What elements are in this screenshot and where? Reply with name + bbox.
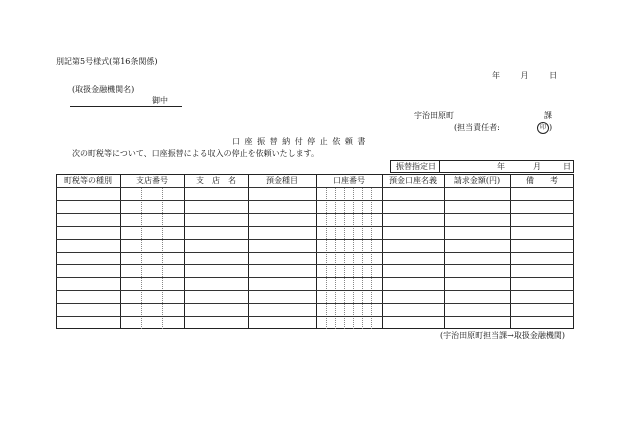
intro-text: 次の町税等について、口座振替による収入の停止を依頼いたします。	[72, 149, 320, 158]
sender-section: 課	[544, 111, 552, 120]
date-month-label: 月	[520, 71, 529, 80]
transfer-date-box	[390, 160, 574, 173]
table-row-line	[56, 239, 574, 240]
document-title: 口 座 振 替 納 付 停 止 依 頼 書	[232, 137, 367, 146]
footer-routing-note: (宇治田原町担当課→取扱金融機関)	[440, 331, 565, 340]
table-row-line	[56, 290, 574, 291]
addressee-underline	[70, 106, 182, 107]
transfer-date-year: 年	[497, 162, 505, 171]
date-day-label: 日	[549, 71, 558, 80]
transfer-date-label: 振替指定日	[396, 162, 436, 171]
table-row-line	[56, 200, 574, 201]
sender-close-paren: )	[549, 123, 553, 132]
table-row-line	[56, 187, 574, 188]
table-row-line	[56, 303, 574, 304]
seal-mark: 印	[537, 122, 549, 134]
account-no-digit-divider	[344, 187, 345, 329]
form-number: 別記第5号様式(第16条関係)	[56, 57, 158, 66]
table-row-line	[56, 264, 574, 265]
table-row-line	[56, 252, 574, 253]
transfer-date-divider	[439, 161, 440, 172]
col-header-account-number: 口座番号	[333, 176, 365, 185]
table-row-line	[56, 316, 574, 317]
col-header-deposit-type: 預金種目	[266, 176, 298, 185]
branch-no-digit-divider	[141, 187, 142, 329]
issue-date	[492, 72, 557, 80]
col-header-tax-type: 町税等の種別	[64, 176, 112, 185]
sender-town: 宇治田原町	[414, 111, 454, 120]
addressee-honorific: 御中	[152, 96, 168, 105]
transfer-date-day: 日	[563, 162, 571, 171]
transfer-date-month: 月	[533, 162, 541, 171]
addressee-label: (取扱金融機関名)	[72, 85, 135, 94]
table-row-line	[56, 213, 574, 214]
account-no-digit-divider	[353, 187, 354, 329]
account-no-digit-divider	[362, 187, 363, 329]
col-header-remarks: 備 考	[526, 176, 558, 185]
col-header-branch-number: 支店番号	[136, 176, 168, 185]
account-no-digit-divider	[326, 187, 327, 329]
account-no-digit-divider	[371, 187, 372, 329]
date-year-label: 年	[492, 71, 500, 80]
table-row-line	[56, 277, 574, 278]
account-no-digit-divider	[335, 187, 336, 329]
table-row-line	[56, 226, 574, 227]
sender-person-label: (担当責任者:	[454, 123, 500, 132]
col-header-branch-name: 支 店 名	[196, 176, 236, 185]
branch-no-digit-divider	[162, 187, 163, 329]
col-header-billed-amount: 請求金額(円)	[453, 176, 501, 185]
col-header-account-holder: 預金口座名義	[389, 176, 437, 185]
